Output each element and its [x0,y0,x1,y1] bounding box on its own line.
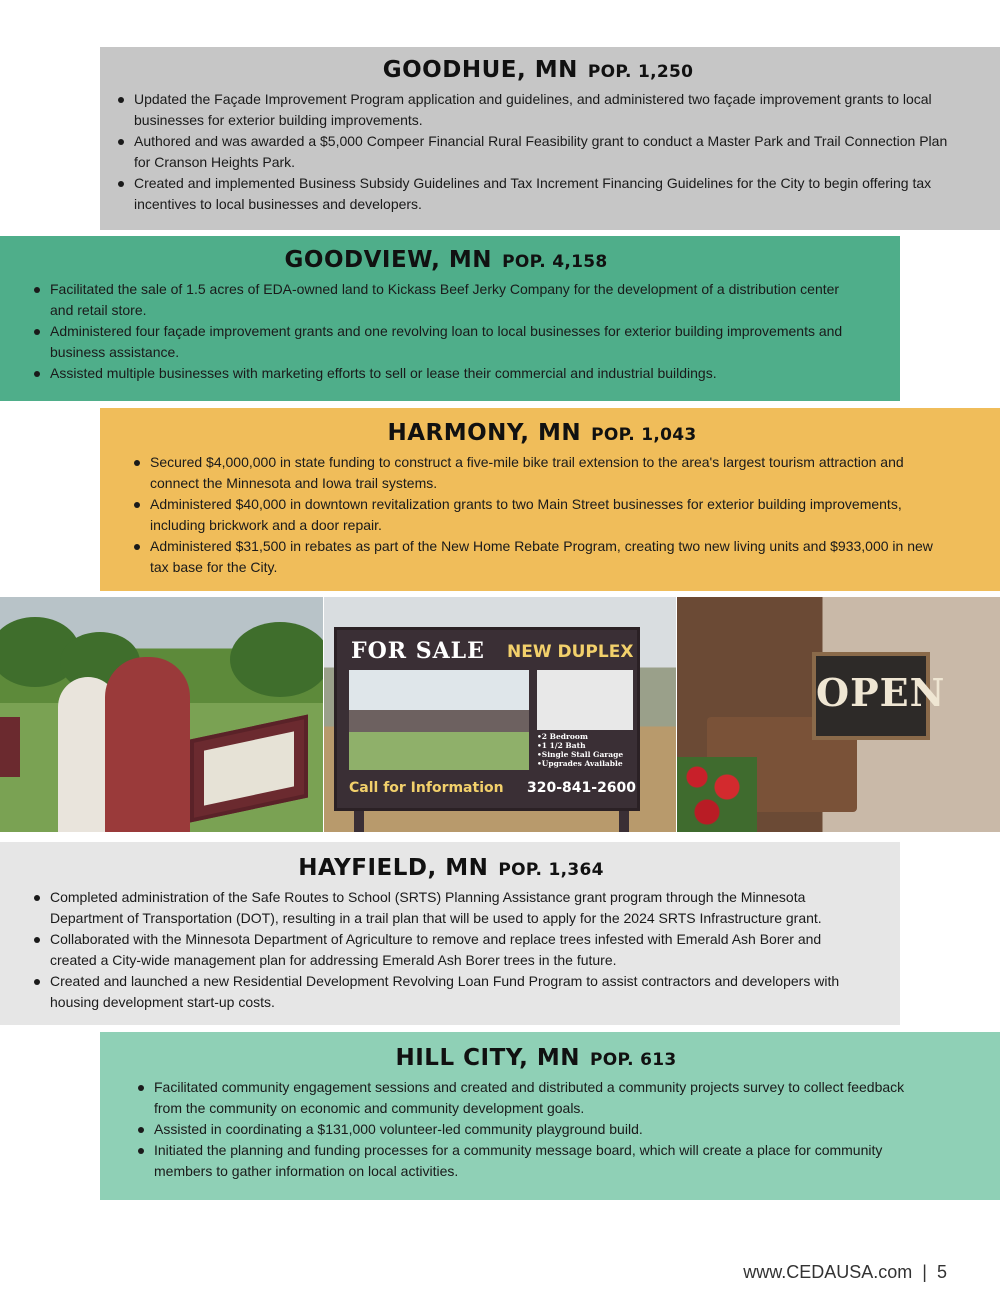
city-name: GOODVIEW, MN [284,247,493,273]
section-hill-city [100,1032,1000,1200]
photo-open-sign [677,597,1000,832]
bullet-list [32,279,860,384]
feature-item: • Upgrades Available [537,759,623,768]
section-heading [136,1045,936,1071]
city-population: POP. 4,158 [502,252,608,272]
floor-plan [537,670,633,730]
city-population: POP. 1,250 [587,62,694,82]
section-goodview [0,236,900,401]
city-name: GOODHUE, MN [382,57,578,83]
city-name: HAYFIELD, MN [298,855,489,881]
list-item: Authored and was awarded a $5,000 Compeer Financial Rural Feasibility grant to conduct a Master Park and Trail Connection Plan for Cranson Heights Park. [116,131,960,173]
list-item: Assisted multiple businesses with marketing efforts to sell or lease their commercial and industrial buildings. [32,363,860,384]
sale-call-text: Call for Information [349,780,504,796]
feature-list [537,732,623,768]
duplex-rendering [349,670,529,770]
list-item: Facilitated the sale of 1.5 acres of EDA-owned land to Kickass Beef Jerky Company for the development of a distribution center and retail store. [32,279,860,321]
list-item: Created and launched a new Residential Development Revolving Loan Fund Program to assist contractors and developers with housing development start-up costs. [32,971,870,1013]
trail-sign-edge [0,717,20,777]
section-hayfield [0,842,900,1025]
open-sign [812,652,946,740]
sale-subtitle: NEW DUPLEX [507,642,634,662]
list-item: Administered four façade improvement grants and one revolving loan to local businesses for exterior building improvements and business assistance. [32,321,860,363]
city-name: HARMONY, MN [387,420,582,446]
section-heading [32,247,860,273]
sale-title: FOR SALE [351,638,485,664]
list-item: Secured $4,000,000 in state funding to construct a five-mile bike trail extension to the area's largest tourism attraction and connect the Minnesota and Iowa trail systems. [132,452,952,494]
section-heading [32,855,870,881]
sale-phone: 320-841-2600 [527,780,637,796]
tree-shape [230,622,323,697]
section-harmony [100,408,1000,591]
section-goodhue [100,47,1000,230]
photo-for-sale-sign [324,597,676,832]
list-item: Administered $31,500 in rebates as part of the New Home Rebate Program, creating two new living units and $933,000 in new tax base for the City. [132,536,952,578]
bullet-list [116,89,960,215]
flower-planter [677,757,757,832]
bullet-list [132,452,952,578]
trail-sign [190,714,308,822]
city-population: POP. 1,043 [591,425,697,445]
section-heading [116,57,960,83]
footer-separator: | [922,1262,927,1282]
list-item: Initiated the planning and funding processes for a community message board, which will create a place for community members to gather information on local activities. [136,1140,936,1182]
page-footer [743,1262,947,1283]
person-man [105,657,190,832]
photo-trail-sign [0,597,323,832]
city-population: POP. 1,364 [498,860,604,880]
feature-item: • 2 Bedroom [537,732,623,741]
feature-item: • Single Stall Garage [537,750,623,759]
feature-item: • 1 1/2 Bath [537,741,623,750]
website-link[interactable]: www.CEDAUSA.com [743,1262,913,1282]
list-item: Assisted in coordinating a $131,000 volunteer-led community playground build. [136,1119,936,1140]
bullet-list [32,887,870,1013]
bullet-list [136,1077,936,1182]
trail-sign-panel [204,731,294,805]
list-item: Updated the Façade Improvement Program application and guidelines, and administered two façade improvement grants to local businesses for exterior building improvements. [116,89,960,131]
city-population: POP. 613 [589,1050,677,1070]
section-heading [132,420,952,446]
list-item: Collaborated with the Minnesota Department of Agriculture to remove and replace trees infested with Emerald Ash Borer and created a City-wide management plan for addressing Emerald Ash Borer trees in the future. [32,929,870,971]
list-item: Facilitated community engagement sessions and created and distributed a community projects survey to collect feedback from the community on economic and community development goals. [136,1077,936,1119]
open-sign-text: OPEN [816,670,946,715]
list-item: Created and implemented Business Subsidy Guidelines and Tax Increment Financing Guidelines for the City to begin offering tax incentives to local businesses and developers. [116,173,960,215]
list-item: Administered $40,000 in downtown revitalization grants to two Main Street businesses for exterior building improvements, including brickwork and a door repair. [132,494,952,536]
page-number: 5 [936,1262,947,1282]
city-name: HILL CITY, MN [395,1045,580,1071]
list-item: Completed administration of the Safe Routes to School (SRTS) Planning Assistance grant program through the Minnesota Department of Transportation (DOT), resulting in a trail plan that will be used to apply for the 2024 SRTS Infrastructure grant. [32,887,870,929]
sale-board [334,627,640,811]
